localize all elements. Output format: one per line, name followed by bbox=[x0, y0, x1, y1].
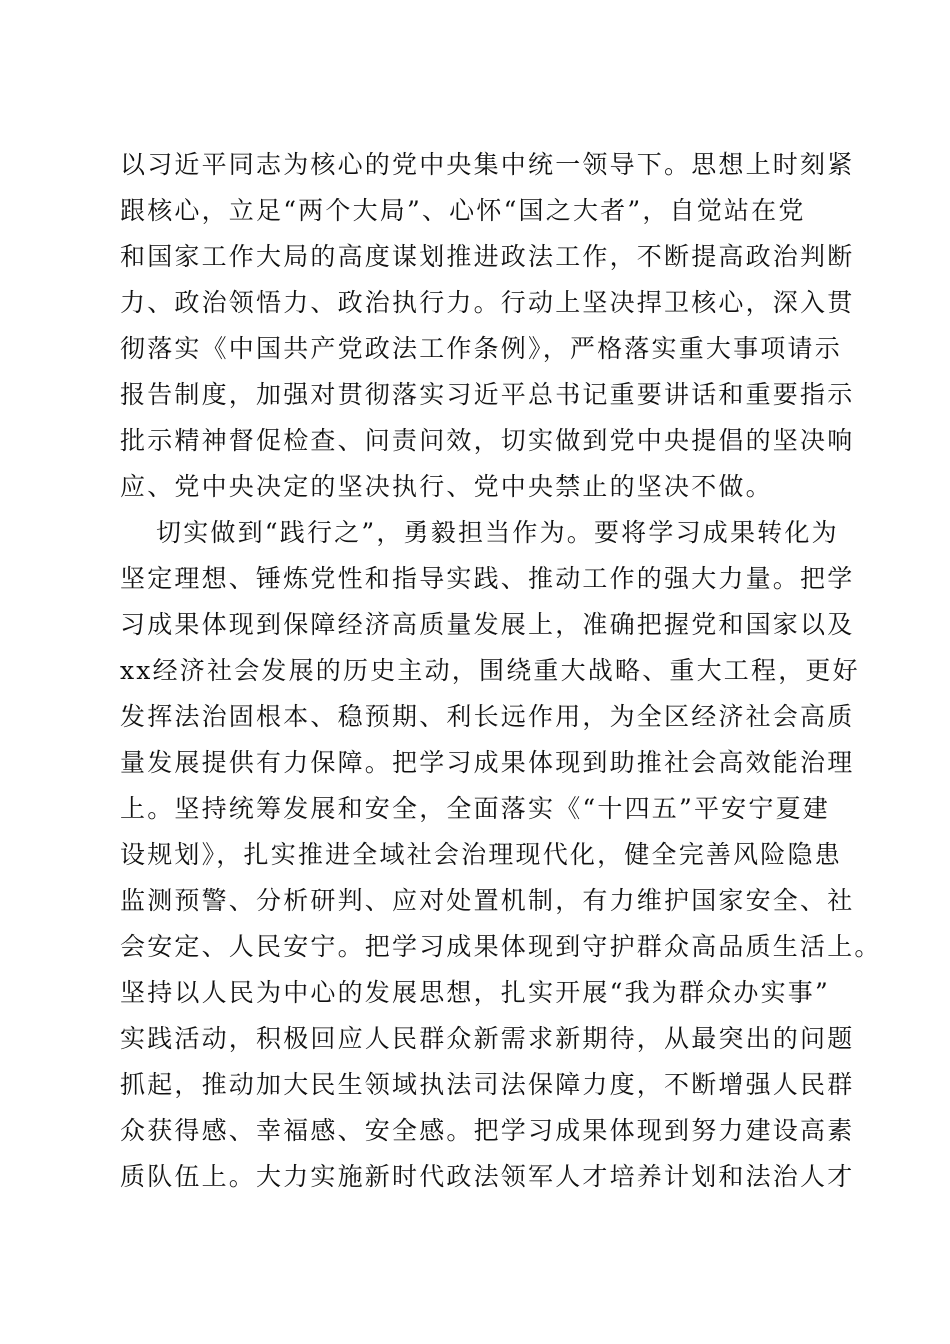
text-line: 会安定、人民安宁。把学习成果体现到守护群众高品质生活上。 bbox=[120, 932, 882, 961]
text-line: 量发展提供有力保障。把学习成果体现到助推社会高效能治理 bbox=[120, 748, 855, 777]
text-line: xx经济社会发展的历史主动，围绕重大战略、重大工程，更好 bbox=[120, 656, 860, 685]
text-line: 批示精神督促检查、问责问效，切实做到党中央提倡的坚决响 bbox=[120, 426, 855, 455]
text-line: 质队伍上。大力实施新时代政法领军人才培养计划和法治人才 bbox=[120, 1162, 855, 1191]
text-line: 实践活动，积极回应人民群众新需求新期待，从最突出的问题 bbox=[120, 1024, 855, 1053]
text-line: 上。坚持统筹发展和安全，全面落实《“十四五”平安宁夏建 bbox=[120, 794, 830, 823]
text-line: 众获得感、幸福感、安全感。把学习成果体现到努力建设高素 bbox=[120, 1116, 855, 1145]
text-line: 坚持以人民为中心的发展思想，扎实开展“我为群众办实事” bbox=[120, 978, 830, 1007]
text-line: 抓起，推动加大民生领域执法司法保障力度，不断增强人民群 bbox=[120, 1070, 855, 1099]
text-line: 习成果体现到保障经济高质量发展上，准确把握党和国家以及 bbox=[120, 610, 855, 639]
body-text bbox=[120, 142, 882, 1200]
text-line: 力、政治领悟力、政治执行力。行动上坚决捍卫核心，深入贯 bbox=[120, 288, 855, 317]
paragraph-first-line: 切实做到“践行之”，勇毅担当作为。要将学习成果转化为 bbox=[156, 518, 839, 547]
text-line: 和国家工作大局的高度谋划推进政法工作，不断提高政治判断 bbox=[120, 242, 855, 271]
text-line: 彻落实《中国共产党政法工作条例》，严格落实重大事项请示 bbox=[120, 334, 842, 363]
text-line: 以习近平同志为核心的党中央集中统一领导下。思想上时刻紧 bbox=[120, 150, 855, 179]
text-line: 发挥法治固根本、稳预期、利长远作用，为全区经济社会高质 bbox=[120, 702, 855, 731]
text-line: 监测预警、分析研判、应对处置机制，有力维护国家安全、社 bbox=[120, 886, 855, 915]
text-line: 坚定理想、锤炼党性和指导实践、推动工作的强大力量。把学 bbox=[120, 564, 855, 593]
text-line: 跟核心，立足“两个大局”、心怀“国之大者”，自觉站在党 bbox=[120, 196, 806, 225]
text-line: 设规划》，扎实推进全域社会治理现代化，健全完善风险隐患 bbox=[120, 840, 842, 869]
text-line: 应、党中央决定的坚决执行、党中央禁止的坚决不做。 bbox=[120, 472, 773, 501]
text-line: 报告制度，加强对贯彻落实习近平总书记重要讲话和重要指示 bbox=[120, 380, 855, 409]
